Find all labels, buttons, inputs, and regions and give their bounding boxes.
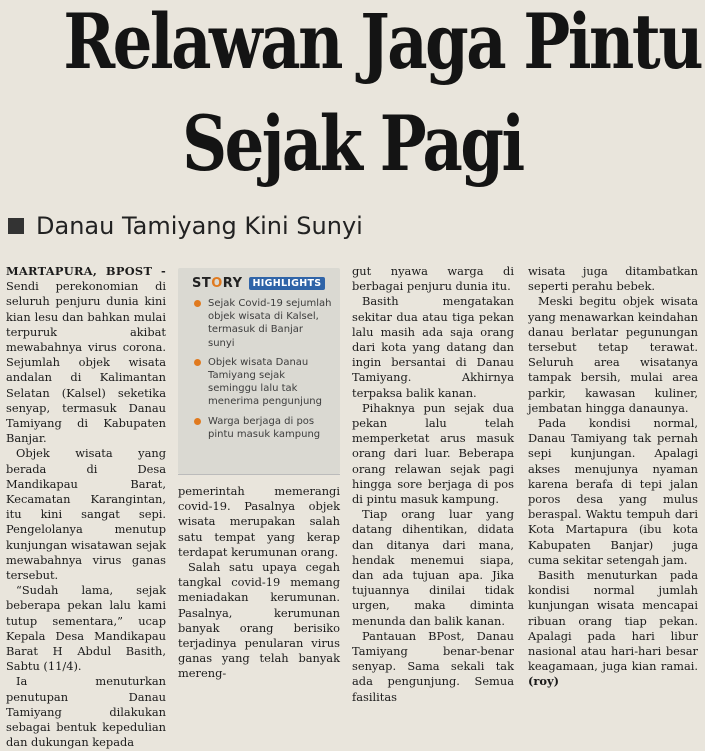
article-column-2 (178, 484, 340, 682)
paragraph: Ia menuturkan penutupan Danau Tamiyang dilakukan sebagai bentuk kepedulian dan dukungan kepada (6, 674, 166, 750)
bullet-dot-icon (194, 418, 201, 425)
subheadline-text: Danau Tamiyang Kini Sunyi (36, 212, 363, 240)
divider (178, 474, 340, 475)
dateline: MARTAPURA, BPOST - (6, 264, 166, 278)
paragraph: Meski begitu objek wisata yang menawarkan keindahan danau berlatar pegunungan tersebut tetap terawat. Seluruh area wisatanya tampak bersih, mulai area parkir, kawasan kuliner, jembatan hingga danaunya. (528, 294, 698, 415)
paragraph: Sendi perekonomian di seluruh penjuru dunia kini kian lesu dan bahkan mulai terpuruk akibat mewabahnya virus corona. Sejumlah objek wisata andalan di Kalimantan Selatan (Kalsel) seketika senyap, termasuk Danau Tamiyang di Kabupaten Banjar. (6, 279, 166, 446)
article-column-1 (6, 264, 166, 751)
headline-line-2: Sejak Pagi (182, 99, 523, 188)
highlight-item: Objek wisata Danau Tamiyang sejak seminggu lalu tak menerima pengunjung (192, 356, 332, 409)
subheadline (8, 212, 363, 240)
article-column-4 (528, 264, 698, 690)
article-column-3 (352, 264, 514, 705)
paragraph: Pada kondisi normal, Danau Tamiyang tak pernah sepi kunjungan. Apalagi akses menujunya nyaman karena berafa di tepi jalan poros desa yang mulus beraspal. Waktu tempuh dari Kota Martapura (ibu kota Kabupaten Banjar) juga cuma sekitar setengah jam. (528, 416, 698, 567)
paragraph: Pihaknya pun sejak dua pekan lalu telah memperketat arus masuk orang dari luar. Beberapa orang relawan sejak pagi hingga sore berjaga di pos di pintu masuk kampung. (352, 400, 514, 507)
paragraph: Basith mengatakan sekitar dua atau tiga pekan lalu masih ada saja orang dari kota yang datang dan ingin bersantai di Danau Tamiyang. Akhirnya terpaksa balik kanan. (352, 294, 514, 400)
highlight-item: Sejak Covid-19 sejumlah objek wisata di Kalsel, termasuk di Banjar sunyi (192, 297, 332, 350)
dateline-paragraph (6, 264, 166, 446)
highlights-list (178, 297, 340, 441)
paragraph: Pantauan BPost, Danau Tamiyang benar-benar senyap. Sama sekali tak ada pengunjung. Semua fasilitas (352, 628, 514, 704)
highlight-item: Warga berjaga di pos pintu masuk kampung (192, 415, 332, 441)
story-label: STORY (192, 276, 243, 291)
paragraph: Salah satu upaya cegah tangkal covid-19 memang meniadakan kerumunan. Pasalnya, kerumunan banyak orang berisiko terjadinya penularan virus ganas yang telah banyak mereng- (178, 560, 340, 681)
headline-line-1: Relawan Jaga Pintu (63, 0, 702, 86)
final-paragraph: Basith menuturkan pada kondisi normal jumlah kunjungan wisata mencapai ribuan orang tiap pekan. Apalagi pada hari libur nasional atau hari-hari besar keagamaan, juga kian ramai. (roy) (528, 568, 698, 689)
bullet-dot-icon (194, 359, 201, 366)
paragraph: gut nyawa warga di berbagai penjuru dunia itu. (352, 264, 514, 294)
author-signoff: (roy) (528, 674, 559, 689)
story-highlights-box (178, 268, 340, 474)
square-bullet-icon (8, 218, 24, 234)
paragraph: Tiap orang luar yang datang dihentikan, didata dan ditanya dari mana, hendak menemui siapa, dan ada tujuan apa. Jika tujuannya dinilai tidak urgen, maka diminta menunda dan balik kanan. (352, 507, 514, 628)
paragraph: “Sudah lama, sejak beberapa pekan lalu kami tutup sementara,” ucap Kepala Desa Mandikapau Barat H Abdul Basith, Sabtu (11/4). (6, 583, 166, 674)
highlights-badge: HIGHLIGHTS (249, 277, 326, 290)
paragraph: wisata juga ditambatkan seperti perahu bebek. (528, 264, 698, 294)
paragraph: pemerintah memerangi covid-19. Pasalnya objek wisata merupakan salah satu tempat yang kerap terdapat kerumunan orang. (178, 484, 340, 559)
bullet-dot-icon (194, 300, 201, 307)
paragraph: Objek wisata yang berada di Desa Mandikapau Barat, Kecamatan Karangintan, itu kini sangat sepi. Pengelolanya menutup kunjungan wisatawan sejak mewabahnya virus ganas tersebut. (6, 446, 166, 583)
story-highlights-header (178, 268, 340, 291)
